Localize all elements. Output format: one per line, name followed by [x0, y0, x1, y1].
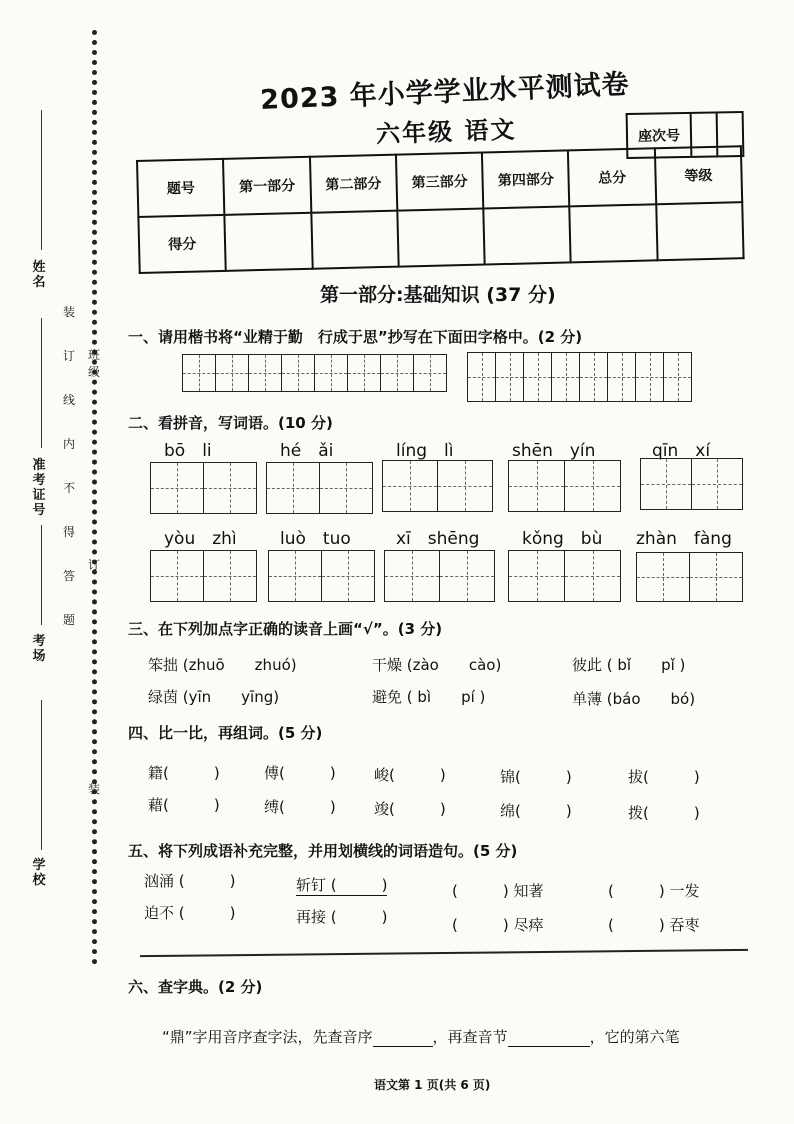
pinyin: zhàn fàng: [636, 529, 732, 549]
pinyin-answer-grid[interactable]: [640, 458, 743, 510]
score-col-header: 第四部分: [482, 150, 570, 208]
q2-prompt: 二、看拼音，写词语。(10 分): [128, 414, 333, 432]
score-row-header: 题号: [137, 159, 225, 217]
pinyin-answer-grid[interactable]: [150, 550, 257, 602]
q6-blank-initial[interactable]: [373, 1028, 433, 1047]
pinyin-answer-grid[interactable]: [266, 462, 373, 514]
q1-grid-left[interactable]: [182, 354, 447, 392]
exam-number-label: 准考证号: [32, 458, 46, 518]
q4-item[interactable]: 傅( ): [264, 764, 336, 782]
q4-item[interactable]: 籍( ): [148, 764, 220, 782]
seat-number-label: 座次号: [628, 114, 693, 157]
q5-prompt: 五、将下列成语补充完整，并用划横线的词语造句。(5 分): [128, 842, 518, 860]
pinyin: líng lì: [396, 441, 454, 461]
q5-item[interactable]: ( ) 尽瘁: [452, 916, 544, 934]
q6-body: [162, 1026, 680, 1047]
q4-item[interactable]: 藉( ): [148, 796, 220, 814]
q4-prompt: 四、比一比，再组词。(5 分): [128, 724, 323, 742]
q5-item[interactable]: ( ) 知著: [452, 882, 544, 900]
q5-item[interactable]: ( ) 吞枣: [608, 916, 700, 934]
score-table: [136, 145, 745, 274]
sentence-writing-line[interactable]: [140, 949, 748, 957]
q4-item[interactable]: 峻( ): [374, 766, 446, 784]
pinyin: bō li: [164, 441, 212, 461]
pinyin-answer-grid[interactable]: [150, 462, 257, 514]
q1-prompt: 一、请用楷书将“业精于勤 行成于思”抄写在下面田字格中。(2 分): [128, 328, 583, 346]
no-answer-notice: 装订线内不得答题: [62, 305, 75, 627]
page-footer: 语文第 1 页(共 6 页): [374, 1078, 491, 1092]
q6-prompt: 六、查字典。(2 分): [128, 978, 263, 996]
exam-number-write-line[interactable]: [41, 318, 42, 448]
pinyin-answer-grid[interactable]: [508, 460, 621, 512]
name-label: 姓名: [32, 260, 46, 290]
score-col-header: 第一部分: [223, 157, 311, 215]
q4-item[interactable]: 绵( ): [500, 802, 572, 820]
q1-grid-right[interactable]: [467, 352, 692, 402]
q5-item[interactable]: 汹涌 ( ): [144, 872, 236, 890]
pinyin: yòu zhì: [164, 529, 237, 549]
score-cell[interactable]: [311, 211, 399, 269]
q4-item[interactable]: 拔( ): [628, 768, 700, 786]
q6-body-part: ，它的第六笔: [589, 1028, 680, 1046]
q5-item-underlined[interactable]: 斩钉 ( ): [296, 876, 388, 894]
score-cell[interactable]: [570, 204, 658, 262]
seal-char-1: 订: [87, 558, 100, 572]
pinyin-answer-grid[interactable]: [382, 460, 493, 512]
score-cell[interactable]: [656, 202, 744, 260]
q3-item[interactable]: 干燥 (zào cào): [372, 656, 502, 674]
q4-item[interactable]: 拨( ): [628, 804, 700, 822]
score-col-header: 第三部分: [396, 153, 484, 211]
score-col-header: 第二部分: [310, 155, 398, 213]
seal-char-0: 装: [87, 782, 100, 796]
q3-item[interactable]: 彼此 ( bǐ pǐ ): [572, 656, 686, 674]
q3-item[interactable]: 避免 ( bì pí ): [372, 688, 486, 706]
score-cell[interactable]: [397, 209, 485, 267]
pinyin-answer-grid[interactable]: [636, 552, 743, 602]
q6-body-part: “鼎”字用音序查字法，先查音序: [162, 1028, 373, 1046]
q5-item[interactable]: 迫不 ( ): [144, 904, 236, 922]
q6-body-part: ，再查音节: [432, 1028, 508, 1046]
q3-item[interactable]: 绿茵 (yīn yīng): [148, 688, 280, 706]
exam-subtitle: 六年级 语文: [375, 115, 517, 149]
pinyin: luò tuo: [280, 529, 351, 549]
exam-title: 2023 年小学学业水平测试卷: [259, 68, 631, 117]
score-row-label: 得分: [138, 215, 226, 273]
pinyin: xī shēng: [396, 529, 480, 549]
q3-prompt: 三、在下列加点字正确的读音上画“√”。(3 分): [128, 620, 443, 638]
exam-room-write-line[interactable]: [41, 525, 42, 625]
score-cell[interactable]: [225, 213, 313, 271]
name-write-line[interactable]: [41, 110, 42, 250]
q4-item[interactable]: 锦( ): [500, 768, 572, 786]
score-col-header: 等级: [655, 146, 743, 204]
pinyin: qīn xí: [652, 441, 711, 461]
pinyin: shēn yín: [512, 441, 596, 461]
q4-item[interactable]: 缚( ): [264, 798, 336, 816]
score-cell[interactable]: [483, 206, 571, 264]
exam-room-label: 考场: [32, 634, 46, 664]
q3-item[interactable]: 单薄 (báo bó): [572, 690, 696, 708]
school-write-line[interactable]: [41, 700, 42, 850]
q4-item[interactable]: 竣( ): [374, 800, 446, 818]
pinyin-answer-grid[interactable]: [384, 550, 495, 602]
q6-blank-syllable[interactable]: [508, 1028, 590, 1047]
class-label: 班级: [87, 348, 100, 379]
pinyin-answer-grid[interactable]: [508, 550, 621, 602]
pinyin: hé ǎi: [280, 441, 334, 461]
pinyin-answer-grid[interactable]: [268, 550, 375, 602]
binding-dotted-line: [92, 30, 97, 965]
score-col-header: 总分: [568, 148, 656, 206]
school-label: 学校: [32, 858, 46, 888]
q5-item[interactable]: ( ) 一发: [608, 882, 700, 900]
q5-item[interactable]: 再接 ( ): [296, 908, 388, 926]
q3-item[interactable]: 笨拙 (zhuō zhuó): [148, 656, 297, 674]
part1-title: 第一部分:基础知识 (37 分): [320, 284, 556, 306]
pinyin: kǒng bù: [522, 529, 603, 549]
